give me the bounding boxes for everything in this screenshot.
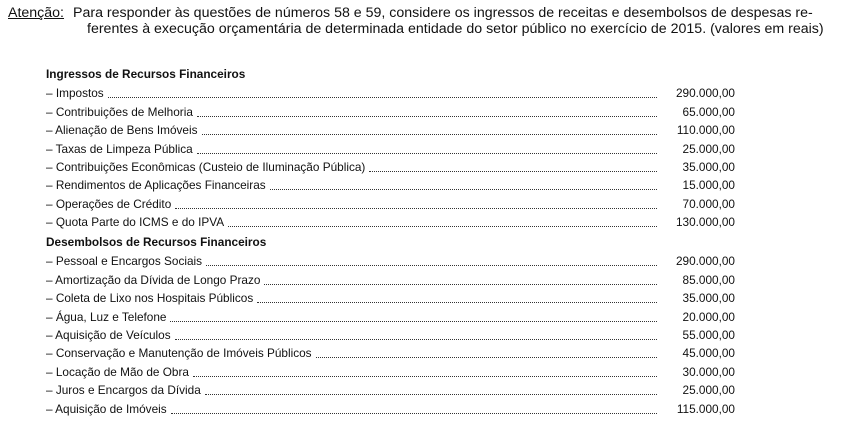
- dot-leader: [257, 301, 657, 303]
- item-value: 35.000,00: [682, 159, 735, 174]
- item-label: – Impostos: [46, 86, 104, 101]
- dot-leader: [170, 320, 657, 322]
- dot-leader: [202, 133, 658, 135]
- item-value: 70.000,00: [682, 196, 735, 211]
- item-value: 110.000,00: [676, 123, 735, 138]
- list-item: [46, 269, 735, 287]
- list-item: [46, 120, 735, 138]
- item-label: – Juros e Encargos da Dívida: [46, 383, 201, 398]
- list-item: [46, 251, 735, 269]
- list-item: [46, 343, 735, 361]
- dot-leader: [197, 115, 657, 117]
- item-value: 65.000,00: [682, 104, 735, 119]
- item-label: – Coleta de Lixo nos Hospitais Públicos: [46, 291, 254, 306]
- item-label: – Aquisição de Imóveis: [46, 401, 167, 416]
- list-item: [46, 193, 735, 211]
- dot-leader: [264, 283, 657, 285]
- list-item: [46, 380, 735, 398]
- list-item: [46, 398, 735, 416]
- list-item: [46, 288, 735, 306]
- item-value: 130.000,00: [675, 215, 735, 230]
- intro-text-line-1: Para responder às questões de números 58 e 59, considere os ingressos de receitas e desembolsos de despesas re-: [73, 5, 813, 21]
- item-label: – Contribuições de Melhoria: [46, 104, 193, 119]
- dot-leader: [108, 96, 657, 98]
- intro-text-line-2: ferentes à execução orçamentária de determinada entidade do setor público no exercício de 2015. (valores em reais): [87, 21, 824, 37]
- intro-line-1: [8, 5, 813, 21]
- item-label: – Quota Parte do ICMS e do IPVA: [46, 215, 225, 230]
- item-value: 20.000,00: [682, 309, 735, 324]
- dot-leader: [197, 152, 657, 154]
- dot-leader: [316, 356, 657, 358]
- item-value: 290.000,00: [675, 254, 735, 269]
- dot-leader: [171, 412, 657, 414]
- list-item: [46, 157, 735, 175]
- dot-leader: [175, 338, 657, 340]
- list-item: [46, 325, 735, 343]
- item-value: 15.000,00: [682, 178, 735, 193]
- dot-leader: [270, 188, 657, 190]
- attention-label: Atenção:: [8, 5, 65, 21]
- list-item: [46, 212, 735, 230]
- item-value: 45.000,00: [682, 346, 735, 361]
- dot-leader: [193, 375, 657, 377]
- item-value: 55.000,00: [682, 327, 735, 342]
- item-value: 290.000,00: [675, 86, 735, 101]
- item-value: 30.000,00: [682, 364, 735, 379]
- section-heading: Ingressos de Recursos Financeiros: [46, 67, 246, 81]
- list-item: [46, 361, 735, 379]
- item-label: – Taxas de Limpeza Pública: [46, 141, 193, 156]
- item-label: – Água, Luz e Telefone: [46, 309, 167, 324]
- item-label: – Contribuições Econômicas (Custeio de Iluminação Pública): [46, 159, 366, 174]
- item-value: 35.000,00: [682, 291, 735, 306]
- intro-paragraph: [8, 5, 824, 37]
- list-item: [46, 306, 735, 324]
- item-label: – Alienação de Bens Imóveis: [46, 123, 198, 138]
- item-label: – Amortização da Dívida de Longo Prazo: [46, 272, 261, 287]
- item-value: 25.000,00: [682, 383, 735, 398]
- item-label: – Locação de Mão de Obra: [46, 364, 189, 379]
- dot-leader: [205, 393, 657, 395]
- ingressos-list: [46, 83, 735, 230]
- item-value: 85.000,00: [682, 272, 735, 287]
- section-desembolsos: [46, 234, 735, 417]
- section-ingressos: [46, 66, 735, 230]
- item-value: 115.000,00: [676, 401, 735, 416]
- dot-leader: [228, 225, 657, 227]
- item-label: – Pessoal e Encargos Sociais: [46, 254, 203, 269]
- item-label: – Rendimentos de Aplicações Financeiras: [46, 178, 266, 193]
- list-item: [46, 138, 735, 156]
- dot-leader: [369, 170, 657, 172]
- item-label: – Operações de Crédito: [46, 196, 172, 211]
- item-label: – Aquisição de Veículos: [46, 327, 171, 342]
- item-value: 25.000,00: [682, 141, 735, 156]
- dot-leader: [175, 207, 657, 209]
- dot-leader: [206, 264, 657, 266]
- list-item: [46, 83, 735, 101]
- desembolsos-list: [46, 251, 735, 417]
- list-item: [46, 101, 735, 119]
- section-heading: Desembolsos de Recursos Financeiros: [46, 235, 267, 249]
- item-label: – Conservação e Manutenção de Imóveis Públicos: [46, 346, 312, 361]
- list-item: [46, 175, 735, 193]
